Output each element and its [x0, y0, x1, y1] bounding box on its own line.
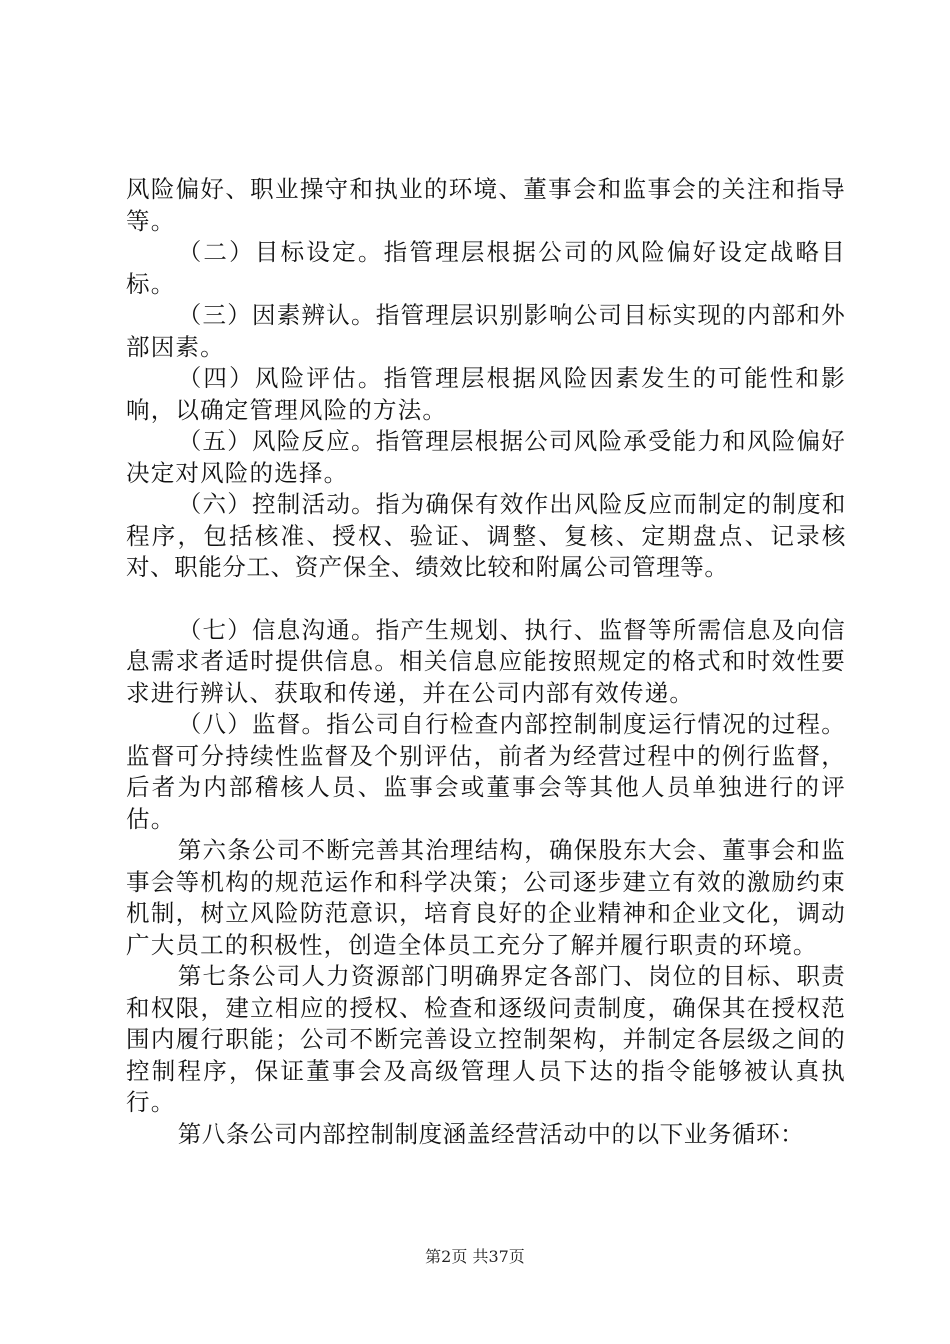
document-body	[126, 174, 846, 1150]
paragraph-spacer	[126, 584, 846, 615]
page-footer: 第2页 共37页	[425, 1247, 525, 1266]
paragraph-article-6: 第六条公司不断完善其治理结构，确保股东大会、董事会和监事会等机构的规范运作和科学决策；公司逐步建立有效的激励约束机制，树立风险防范意识，培育良好的企业精神和企业文化，调动广大员工的积极性，创造全体员工充分了解并履行职责的环境。	[126, 836, 846, 959]
paragraph-item-3: （三）因素辨认。指管理层识别影响公司目标实现的内部和外部因素。	[126, 301, 846, 361]
paragraph-item-8: （八）监督。指公司自行检查内部控制制度运行情况的过程。监督可分持续性监督及个别评估，前者为经营过程中的例行监督，后者为内部稽核人员、监事会或董事会等其他人员单独进行的评估。	[126, 710, 846, 833]
paragraph-continuation: 风险偏好、职业操守和执业的环境、董事会和监事会的关注和指导等。	[126, 175, 846, 235]
paragraph-item-7: （七）信息沟通。指产生规划、执行、监督等所需信息及向信息需求者适时提供信息。相关信息应能按照规定的格式和时效性要求进行辨认、获取和传递，并在公司内部有效传递。	[126, 615, 846, 707]
paragraph-item-4: （四）风险评估。指管理层根据风险因素发生的可能性和影响，以确定管理风险的方法。	[126, 364, 846, 424]
paragraph-article-7: 第七条公司人力资源部门明确界定各部门、岗位的目标、职责和权限，建立相应的授权、检查和逐级问责制度，确保其在授权范围内履行职能；公司不断完善设立控制架构，并制定各层级之间的控制程序，保证董事会及高级管理人员下达的指令能够被认真执行。	[126, 962, 846, 1116]
paragraph-item-6: （六）控制活动。指为确保有效作出风险反应而制定的制度和程序，包括核准、授权、验证、调整、复核、定期盘点、记录核对、职能分工、资产保全、绩效比较和附属公司管理等。	[126, 490, 846, 581]
paragraph-article-8: 第八条公司内部控制制度涵盖经营活动中的以下业务循环：	[177, 1119, 805, 1148]
paragraph-item-2: （二）目标设定。指管理层根据公司的风险偏好设定战略目标。	[126, 238, 846, 298]
paragraph-item-5: （五）风险反应。指管理层根据公司风险承受能力和风险偏好决定对风险的选择。	[126, 427, 846, 487]
